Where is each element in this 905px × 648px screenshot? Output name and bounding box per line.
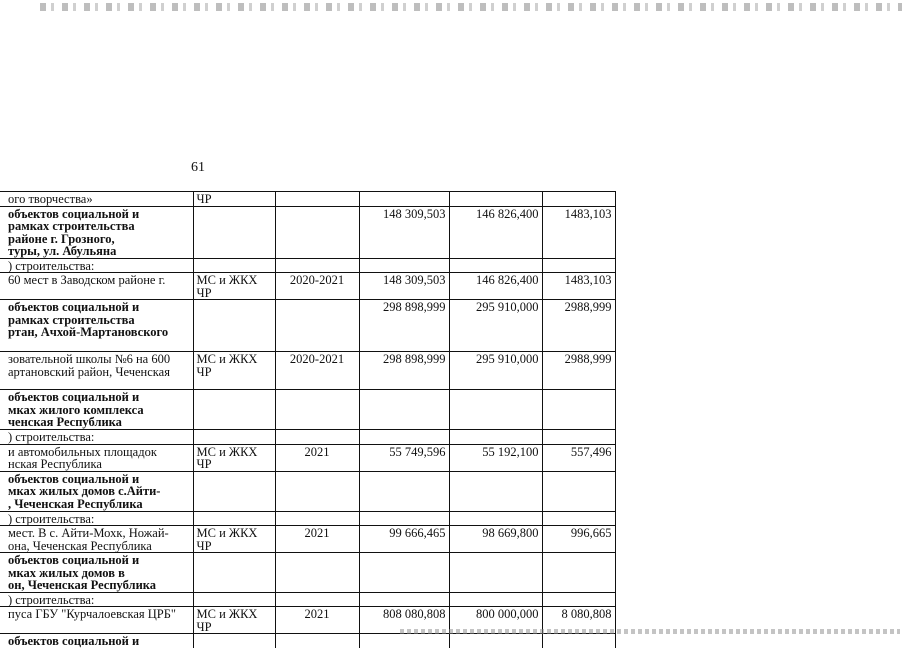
cell-total [359,192,449,207]
description-line: пуса ГБУ "Курчалоевская ЦРБ" [8,607,177,621]
cell-federal [449,258,542,273]
cell-responsible [193,471,275,511]
cell-period: 2021 [275,607,359,634]
table-row [0,526,615,553]
cell-period [275,300,359,352]
description-line: объектов социальной и [8,471,140,486]
scan-noise-bottom [400,629,900,634]
cell-federal [449,192,542,207]
cell-total: 99 666,465 [359,526,449,553]
description-line: ченская Республика [8,415,122,429]
description-line: мках жилых домов в [8,565,125,580]
cell-responsible: ЧР [193,192,275,207]
cell-description [0,444,193,471]
cell-description [0,273,193,300]
cell-period [275,430,359,445]
cell-federal [449,592,542,607]
table-row [0,511,615,526]
cell-period [275,258,359,273]
cell-responsible [193,553,275,593]
cell-period [275,592,359,607]
description-line: рамках строительства [8,219,135,233]
table-row [0,273,615,300]
cell-regional: 996,665 [542,526,615,553]
cell-regional: 8 080,808 [542,607,615,634]
cell-period [275,511,359,526]
table-row [0,300,615,352]
cell-description [0,352,193,390]
cell-total: 55 749,596 [359,444,449,471]
description-line: рамках строительства [8,312,135,327]
cell-regional [542,634,615,648]
cell-federal: 146 826,400 [449,273,542,300]
description-line: нская Республика [8,457,102,471]
cell-regional: 1483,103 [542,206,615,258]
table-row [0,592,615,607]
cell-regional [542,471,615,511]
cell-regional: 557,496 [542,444,615,471]
cell-total: 808 080,808 [359,607,449,634]
cell-federal: 800 000,000 [449,607,542,634]
cell-period [275,192,359,207]
cell-regional [542,258,615,273]
cell-description [0,300,193,352]
cell-responsible: МС и ЖКХ ЧР [193,273,275,300]
cell-responsible [193,390,275,430]
table-row [0,390,615,430]
cell-period: 2021 [275,444,359,471]
description-line: объектов социальной и [8,206,140,221]
cell-federal [449,471,542,511]
description-line: туры, ул. Абульяна [8,244,117,258]
cell-responsible: МС и ЖКХ ЧР [193,526,275,553]
cell-total [359,511,449,526]
description-line: объектов социальной и [8,300,140,314]
table-row [0,471,615,511]
cell-total: 148 309,503 [359,273,449,300]
description-line: ) строительства: [8,592,95,607]
cell-total [359,390,449,430]
description-line: ) строительства: [8,258,95,273]
cell-responsible: МС и ЖКХ ЧР [193,607,275,634]
description-line: мест. В с. Айти-Мохк, Ножай- [8,526,169,540]
description-line: объектов социальной и [8,634,140,648]
cell-federal: 295 910,000 [449,300,542,352]
cell-responsible [193,300,275,352]
cell-period [275,206,359,258]
cell-period: 2021 [275,526,359,553]
description-line: артановский район, Чеченская [8,364,170,379]
cell-total: 298 898,999 [359,300,449,352]
cell-federal [449,430,542,445]
description-line: ого творчества» [8,192,93,206]
page-number: 61 [191,160,205,175]
cell-period: 2020-2021 [275,273,359,300]
cell-period [275,471,359,511]
cell-description [0,192,193,207]
description-line: зовательной школы №6 на 600 [8,352,171,366]
cell-responsible [193,258,275,273]
description-line: 60 мест в Заводском районе г. [8,273,166,287]
table-row [0,444,615,471]
description-line: ртан, Ачхой-Мартановского [8,325,169,339]
cell-period [275,390,359,430]
cell-total [359,553,449,593]
table-row [0,206,615,258]
cell-description [0,471,193,511]
cell-responsible: МС и ЖКХ ЧР [193,352,275,390]
budget-table [0,191,616,648]
cell-regional: 2988,999 [542,300,615,352]
cell-regional: 2988,999 [542,352,615,390]
description-line: ) строительства: [8,511,95,526]
cell-description [0,553,193,593]
description-line: объектов социальной и [8,553,140,567]
cell-description [0,526,193,553]
cell-description [0,390,193,430]
cell-regional [542,553,615,593]
cell-description [0,430,193,445]
cell-description [0,511,193,526]
description-line: он, Чеченская Республика [8,578,157,592]
description-line: районе г. Грозного, [8,231,115,246]
description-line: мках жилого комплекса [8,402,144,417]
cell-regional: 1483,103 [542,273,615,300]
description-line: мках жилых домов с.Айти- [8,484,161,498]
cell-responsible [193,206,275,258]
cell-regional [542,430,615,445]
cell-description [0,206,193,258]
table-row [0,258,615,273]
table-row [0,553,615,593]
cell-period [275,553,359,593]
cell-federal: 55 192,100 [449,444,542,471]
cell-federal [449,634,542,648]
cell-period [275,634,359,648]
cell-total: 148 309,503 [359,206,449,258]
table-row [0,192,615,207]
cell-federal: 146 826,400 [449,206,542,258]
cell-responsible [193,430,275,445]
cell-federal: 295 910,000 [449,352,542,390]
cell-federal [449,553,542,593]
cell-description [0,258,193,273]
budget-table-body [0,192,615,648]
cell-period: 2020-2021 [275,352,359,390]
cell-responsible [193,511,275,526]
cell-total [359,430,449,445]
cell-responsible: МС и ЖКХ ЧР [193,444,275,471]
cell-description [0,592,193,607]
table-row [0,430,615,445]
cell-responsible [193,592,275,607]
cell-description [0,607,193,634]
cell-total [359,471,449,511]
cell-total: 298 898,999 [359,352,449,390]
cell-total [359,634,449,648]
description-line: она, Чеченская Республика [8,538,152,553]
table-row [0,634,615,648]
cell-regional [542,390,615,430]
cell-total [359,592,449,607]
cell-federal [449,390,542,430]
cell-federal: 98 669,800 [449,526,542,553]
scan-noise-top [40,3,902,11]
cell-regional [542,592,615,607]
cell-responsible [193,634,275,648]
table-row [0,352,615,390]
cell-regional [542,192,615,207]
cell-description [0,634,193,648]
description-line: , Чеченская Республика [8,496,143,511]
cell-regional [542,511,615,526]
description-line: и автомобильных площадок [8,444,157,459]
description-line: объектов социальной и [8,390,140,404]
description-line: ) строительства: [8,430,95,444]
cell-total [359,258,449,273]
cell-federal [449,511,542,526]
